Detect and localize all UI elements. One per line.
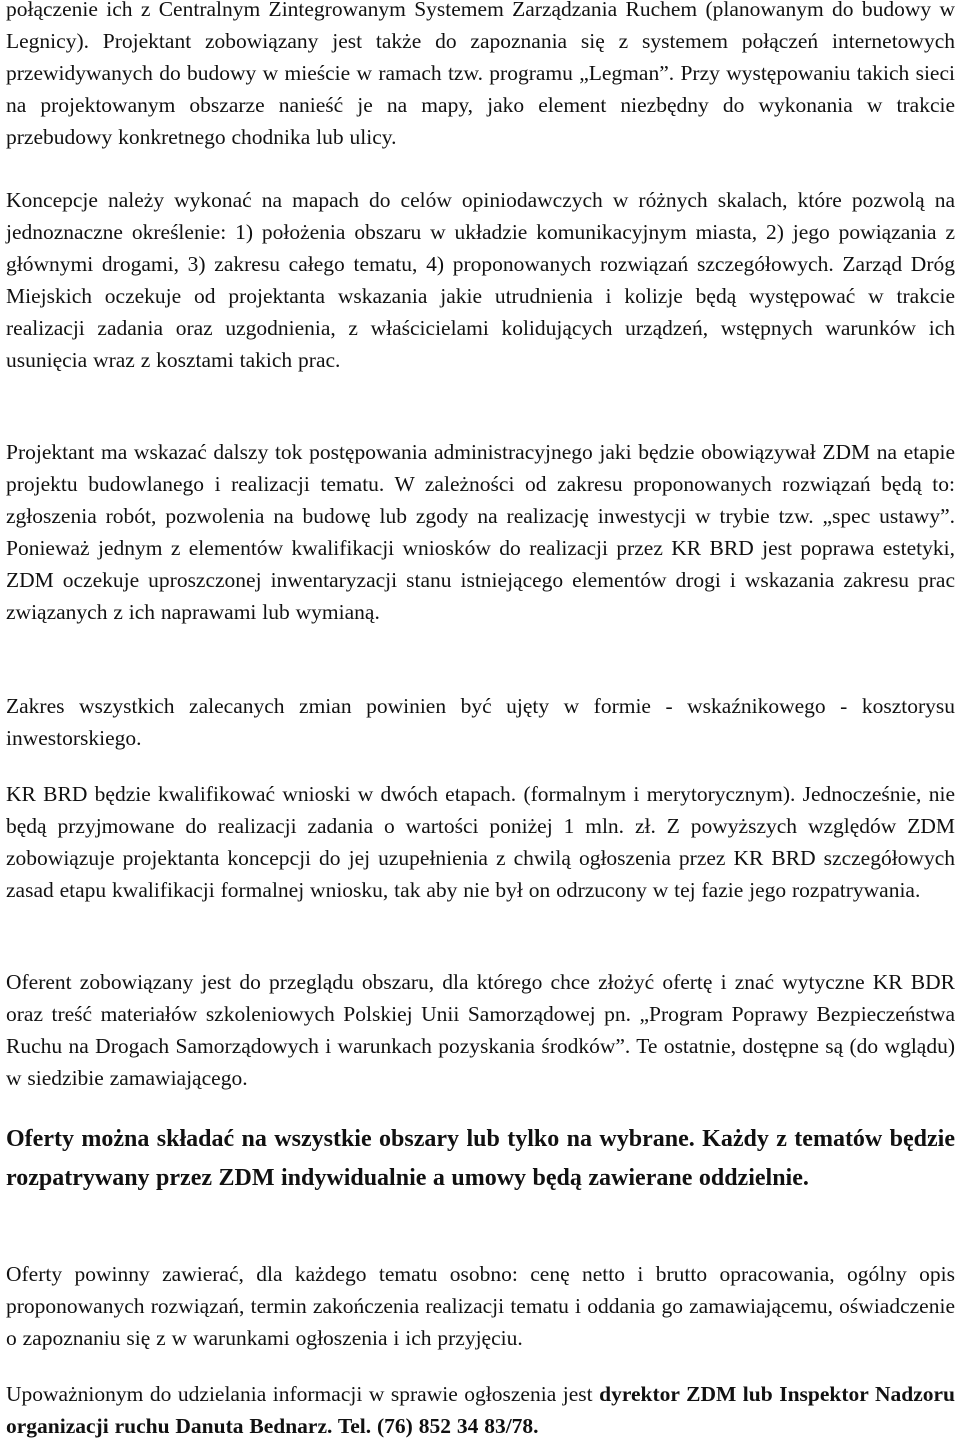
paragraph-offer-contents: Oferty powinny zawierać, dla każdego tematu osobno: cenę netto i brutto opracowania, ogólny opis proponowanych rozwiązań, termin zakończenia realizacji tematu i oddania go zamawiającemu, oświadczenie o zapoznaniu się z w warunkami ogłoszenia i ich przyjęciu. — [6, 1262, 955, 1350]
paragraph-bidder-obligations: Oferent zobowiązany jest do przeglądu obszaru, dla którego chce złożyć ofertę i znać wytyczne KR BDR oraz treść materiałów szkoleniowych Polskiej Unii Samorządowej pn. „Program Poprawy Bezpieczeństwa Ruchu na Drogach Samorządowych i warunkach pozyskania środków”. Te ostatnie, dostępne są (do wglądu) w siedzibie zamawiającego. — [6, 970, 955, 1090]
paragraph-concepts-maps: Koncepcje należy wykonać na mapach do celów opiniodawczych w różnych skalach, które pozwolą na jednoznaczne określenie: 1) położenia obszaru w układzie komunikacyjnym miasta, 2) jego powiązania z głównymi drogami, 3) zakresu całego tematu, 4) proponowanych rozwiązań szczegółowych. Zarząd Dróg Miejskich oczekuje od projektanta wskazania jakie utrudnienia i kolizje będą występować w trakcie realizacji zadania oraz uzgodnienia, z właścicielami kolidujących urządzeń, wstępnych warunków ich usunięcia wraz z kosztami takich prac. — [6, 188, 955, 372]
paragraph-administrative-procedure: Projektant ma wskazać dalszy tok postępowania administracyjnego jaki będzie obowiązywał ZDM na etapie projektu budowlanego i realizacji tematu. W zależności od zakresu proponowanych rozwiązań będą to: zgłoszenia robót, pozwolenia na budowę lub zgody na realizację inwestycji w trybie tzw. „spec ustawy”. Ponieważ jednym z elementów kwalifikacji wniosków do realizacji przez KR BRD jest poprawa estetyki, ZDM oczekuje uproszczonej inwentaryzacji stanu istniejącego elementów drogi i wskazania zakresu prac związanych z ich naprawami lub wymianą. — [6, 440, 955, 624]
contact-person-text: dyrektor ZDM lub Inspektor Nadzoru organizacji ruchu Danuta Bednarz. Tel. (76) 852 34 83/78. — [6, 1382, 955, 1438]
contact-intro-text: Upoważnionym do udzielania informacji w sprawie ogłoszenia jest — [6, 1382, 600, 1406]
paragraph-network-systems: połączenie ich z Centralnym Zintegrowanym Systemem Zarządzania Ruchem (planowanym do budowy w Legnicy). Projektant zobowiązany jest także do zapoznania się z systemem połączeń internetowych przewidywanych do budowy w mieście w ramach tzw. programu „Legman”. Przy występowaniu takich sieci na projektowanym obszarze nanieść je na mapy, jako element niezbędny do wykonania w trakcie przebudowy konkretnego chodnika lub ulicy. — [6, 0, 955, 149]
paragraph-qualification-stages: KR BRD będzie kwalifikować wnioski w dwóch etapach. (formalnym i merytorycznym). Jednocześnie, nie będą przyjmowane do realizacji zadania o wartości poniżej 1 mln. zł. Z powyższych względów ZDM zobowiązuje projektanta koncepcji do jej uzupełnienia z chwilą ogłoszenia przez KR BRD szczegółowych zasad etapu kwalifikacji formalnej wniosku, tak aby nie był on odrzucony w tej fazie jego rozpatrywania. — [6, 782, 955, 902]
paragraph-contact-info — [6, 1378, 955, 1442]
paragraph-offers-bold: Oferty można składać na wszystkie obszary lub tylko na wybrane. Każdy z tematów będzie rozpatrywany przez ZDM indywidualnie a umowy będą zawierane oddzielnie. — [6, 1126, 955, 1191]
paragraph-cost-estimate: Zakres wszystkich zalecanych zmian powinien być ujęty w formie - wskaźnikowego - kosztorysu inwestorskiego. — [6, 694, 955, 750]
